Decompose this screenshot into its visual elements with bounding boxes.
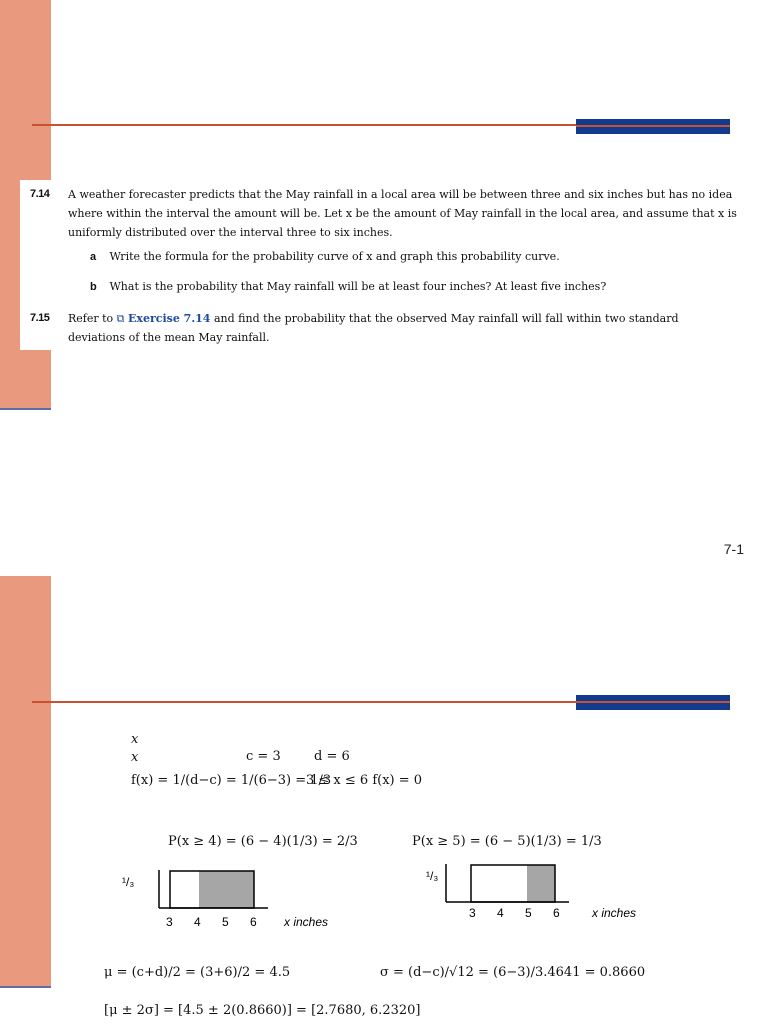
header-rule [32,701,577,703]
sidebar-divider [0,408,51,410]
uniform-graph-p4 [118,866,358,936]
variable-label: x [131,732,139,747]
part-label: b [90,281,97,293]
header-blue-bar [576,119,730,134]
probability-at-least-4: P(x ≥ 4) = (6 − 4)(1/3) = 2/3 [168,834,358,849]
exercise-text [68,309,738,347]
c-value: c = 3 [246,749,281,764]
exercise-part [90,280,606,293]
tick-label: 6 [250,915,257,929]
two-sigma-interval: [μ ± 2σ] = [4.5 ± 2(0.8660)] = [2.7680, 6.2320] [104,1003,421,1018]
external-link-icon[interactable]: ⧉ [116,312,125,325]
exercise-number: 7.15 [30,312,50,324]
density-formula: f(x) = 1/(d−c) = 1/(6−3) = 1/3 [131,773,332,788]
page-number: 7-1 [723,541,744,557]
tick-label: 6 [553,906,560,920]
y-axis-label: ¹/₃ [122,875,135,889]
text-fragment: and find the probability that the observed May rainfall will fall within two standard deviations of the mean May rainfall. [68,312,679,344]
part-text: What is the probability that May rainfall will be at least four inches? At least five inches? [109,280,607,293]
mean-formula: μ = (c+d)/2 = (3+6)/2 = 4.5 [104,965,291,980]
probability-at-least-5: P(x ≥ 5) = (6 − 5)(1/3) = 1/3 [412,834,602,849]
sidebar-divider [0,986,51,988]
part-text: Write the formula for the probability curve of x and graph this probability curve. [109,250,560,263]
part-label: a [90,251,97,263]
support-range: 3 ≤ x ≤ 6 f(x) = 0 [306,773,423,788]
exercise-part [90,250,560,263]
tick-label: 3 [469,906,476,920]
exercise-text-box [20,180,740,350]
x-axis-label: x inches [284,915,329,929]
std-dev-formula: σ = (d−c)/√12 = (6−3)/3.4641 = 0.8660 [380,965,646,980]
uniform-graph-p5 [424,860,664,930]
sidebar-accent [0,576,51,986]
shaded-area [199,871,254,908]
text-fragment: Refer to [68,312,114,325]
header-blue-bar [576,695,730,710]
slide-2 [0,576,768,1024]
exercise-link[interactable]: Exercise 7.14 [128,312,211,325]
d-value: d = 6 [314,749,350,764]
tick-label: 4 [194,915,201,929]
tick-label: 5 [525,906,532,920]
tick-label: 4 [497,906,504,920]
header-rule [32,124,577,126]
exercise-text: A weather forecaster predicts that the May rainfall in a local area will be between three and six inches but has no idea where within the interval the amount will be. Let x be the amount of May rainfall in the local area, and assume that x is uniformly distributed over the interval three to six inches. [68,188,737,239]
shaded-area [527,865,555,902]
variable-label: x [131,750,139,765]
y-axis-label: ¹/₃ [426,869,439,883]
tick-label: 3 [166,915,173,929]
x-axis-label: x inches [592,906,637,920]
tick-label: 5 [222,915,229,929]
exercise-number: 7.14 [30,188,50,200]
